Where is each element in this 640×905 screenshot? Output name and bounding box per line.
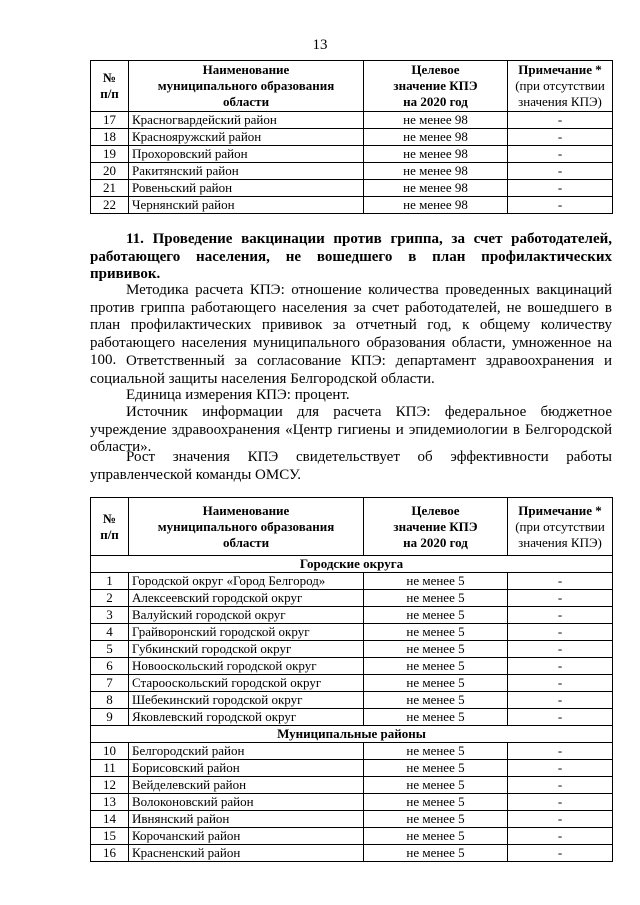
row-target-value: не менее 5 — [364, 675, 508, 692]
row-number: 9 — [91, 709, 129, 726]
table-header-row — [91, 498, 613, 556]
row-number: 10 — [91, 743, 129, 760]
row-target-value: не менее 98 — [364, 112, 508, 129]
row-target-value: не менее 5 — [364, 573, 508, 590]
table-row — [91, 658, 613, 675]
group-row — [91, 556, 613, 573]
table-row — [91, 675, 613, 692]
row-name: Яковлевский городской округ — [129, 709, 364, 726]
row-target-value: не менее 5 — [364, 641, 508, 658]
row-note: - — [508, 658, 613, 675]
row-note: - — [508, 845, 613, 862]
row-name: Борисовский район — [129, 760, 364, 777]
row-number: 7 — [91, 675, 129, 692]
table-row — [91, 641, 613, 658]
row-note: - — [508, 675, 613, 692]
row-target-value: не менее 5 — [364, 709, 508, 726]
source-paragraph: Источник информации для расчета КПЭ: федеральное бюджетное учреждение здравоохранения «Центр гигиены и эпидемиологии в Белгородской области». — [90, 404, 612, 455]
header-name: Наименование муниципального образования области — [129, 61, 364, 112]
row-name: Красненский район — [129, 845, 364, 862]
header-note: Примечание * (при отсутствии значения КПЭ) — [508, 498, 613, 556]
row-number: 19 — [91, 146, 129, 163]
row-note: - — [508, 811, 613, 828]
row-number: 18 — [91, 129, 129, 146]
row-number: 21 — [91, 180, 129, 197]
table-row — [91, 624, 613, 641]
row-note: - — [508, 607, 613, 624]
row-target-value: не менее 98 — [364, 180, 508, 197]
row-target-value: не менее 5 — [364, 811, 508, 828]
row-number: 2 — [91, 590, 129, 607]
row-name: Шебекинский городской округ — [129, 692, 364, 709]
row-name: Чернянский район — [129, 197, 364, 214]
row-target-value: не менее 98 — [364, 163, 508, 180]
growth-paragraph: Рост значения КПЭ свидетельствует об эффективности работы управленческой команды ОМСУ. — [90, 449, 612, 483]
row-target-value: не менее 5 — [364, 692, 508, 709]
table-row — [91, 845, 613, 862]
row-note: - — [508, 641, 613, 658]
row-name: Волоконовский район — [129, 794, 364, 811]
row-target-value: не менее 98 — [364, 129, 508, 146]
row-number: 11 — [91, 760, 129, 777]
row-target-value: не менее 5 — [364, 658, 508, 675]
row-name: Грайворонский городской округ — [129, 624, 364, 641]
header-num: № п/п — [91, 61, 129, 112]
row-name: Краснояружский район — [129, 129, 364, 146]
table-row — [91, 828, 613, 845]
row-note: - — [508, 129, 613, 146]
table-row — [91, 692, 613, 709]
page-number: 13 — [312, 37, 328, 53]
group-title: Муниципальные районы — [91, 726, 613, 743]
row-name: Валуйский городской округ — [129, 607, 364, 624]
table-row — [91, 163, 613, 180]
row-target-value: не менее 5 — [364, 743, 508, 760]
row-note: - — [508, 112, 613, 129]
row-note: - — [508, 692, 613, 709]
table-row — [91, 777, 613, 794]
row-note: - — [508, 709, 613, 726]
header-target: Целевое значение КПЭ на 2020 год — [364, 61, 508, 112]
row-name: Ракитянский район — [129, 163, 364, 180]
table-row — [91, 112, 613, 129]
row-target-value: не менее 98 — [364, 146, 508, 163]
row-note: - — [508, 197, 613, 214]
row-name: Ровеньский район — [129, 180, 364, 197]
row-number: 8 — [91, 692, 129, 709]
row-number: 22 — [91, 197, 129, 214]
table-header-row — [91, 61, 613, 112]
row-target-value: не менее 5 — [364, 845, 508, 862]
row-target-value: не менее 5 — [364, 794, 508, 811]
responsible-paragraph: Ответственный за согласование КПЭ: департамент здравоохранения и социальной защиты населения Белгородской области. — [90, 353, 612, 387]
row-target-value: не менее 5 — [364, 590, 508, 607]
row-number: 13 — [91, 794, 129, 811]
row-name: Старооскольский городской округ — [129, 675, 364, 692]
methodology-paragraph: Методика расчета КПЭ: отношение количества проведенных вакцинаций против гриппа работающего населения за счет работодателей, не вошедшего в план профилактических прививок за отчетный год, к общему количеству работающего населения муниципального образования области, умноженное на 100. — [90, 282, 612, 368]
row-note: - — [508, 146, 613, 163]
row-number: 6 — [91, 658, 129, 675]
table-row — [91, 607, 613, 624]
row-number: 17 — [91, 112, 129, 129]
row-number: 3 — [91, 607, 129, 624]
table-row — [91, 129, 613, 146]
row-note: - — [508, 624, 613, 641]
row-number: 4 — [91, 624, 129, 641]
row-number: 1 — [91, 573, 129, 590]
row-name: Прохоровский район — [129, 146, 364, 163]
row-note: - — [508, 590, 613, 607]
row-number: 14 — [91, 811, 129, 828]
row-target-value: не менее 5 — [364, 828, 508, 845]
table-row — [91, 146, 613, 163]
row-name: Белгородский район — [129, 743, 364, 760]
row-target-value: не менее 5 — [364, 760, 508, 777]
row-target-value: не менее 5 — [364, 624, 508, 641]
row-number: 16 — [91, 845, 129, 862]
table-row — [91, 743, 613, 760]
row-number: 20 — [91, 163, 129, 180]
group-title: Городские округа — [91, 556, 613, 573]
row-note: - — [508, 180, 613, 197]
row-name: Новооскольский городской округ — [129, 658, 364, 675]
table-row — [91, 573, 613, 590]
row-note: - — [508, 828, 613, 845]
row-note: - — [508, 777, 613, 794]
table-row — [91, 180, 613, 197]
header-note: Примечание * (при отсутствии значения КПЭ) — [508, 61, 613, 112]
row-name: Городской округ «Город Белгород» — [129, 573, 364, 590]
row-name: Алексеевский городской округ — [129, 590, 364, 607]
header-target: Целевое значение КПЭ на 2020 год — [364, 498, 508, 556]
table-row — [91, 760, 613, 777]
group-row — [91, 726, 613, 743]
table-row — [91, 811, 613, 828]
row-name: Корочанский район — [129, 828, 364, 845]
row-name: Ивнянский район — [129, 811, 364, 828]
row-note: - — [508, 760, 613, 777]
section-heading: 11. Проведение вакцинации против гриппа, за счет работодателей, работающего населения, не вошедшего в план профилактических прививок. — [90, 231, 612, 282]
row-number: 15 — [91, 828, 129, 845]
table-row — [91, 197, 613, 214]
kpi-table-vaccination — [90, 497, 613, 862]
kpi-table-continued — [90, 60, 613, 214]
row-name: Губкинский городской округ — [129, 641, 364, 658]
table-row — [91, 794, 613, 811]
table-row — [91, 590, 613, 607]
row-note: - — [508, 794, 613, 811]
row-target-value: не менее 5 — [364, 607, 508, 624]
row-number: 5 — [91, 641, 129, 658]
row-note: - — [508, 743, 613, 760]
row-note: - — [508, 163, 613, 180]
header-name: Наименование муниципального образования области — [129, 498, 364, 556]
row-name: Вейделевский район — [129, 777, 364, 794]
row-name: Красногвардейский район — [129, 112, 364, 129]
header-num: № п/п — [91, 498, 129, 556]
table-row — [91, 709, 613, 726]
unit-paragraph: Единица измерения КПЭ: процент. — [126, 387, 350, 403]
row-target-value: не менее 5 — [364, 777, 508, 794]
row-note: - — [508, 573, 613, 590]
row-number: 12 — [91, 777, 129, 794]
row-target-value: не менее 98 — [364, 197, 508, 214]
